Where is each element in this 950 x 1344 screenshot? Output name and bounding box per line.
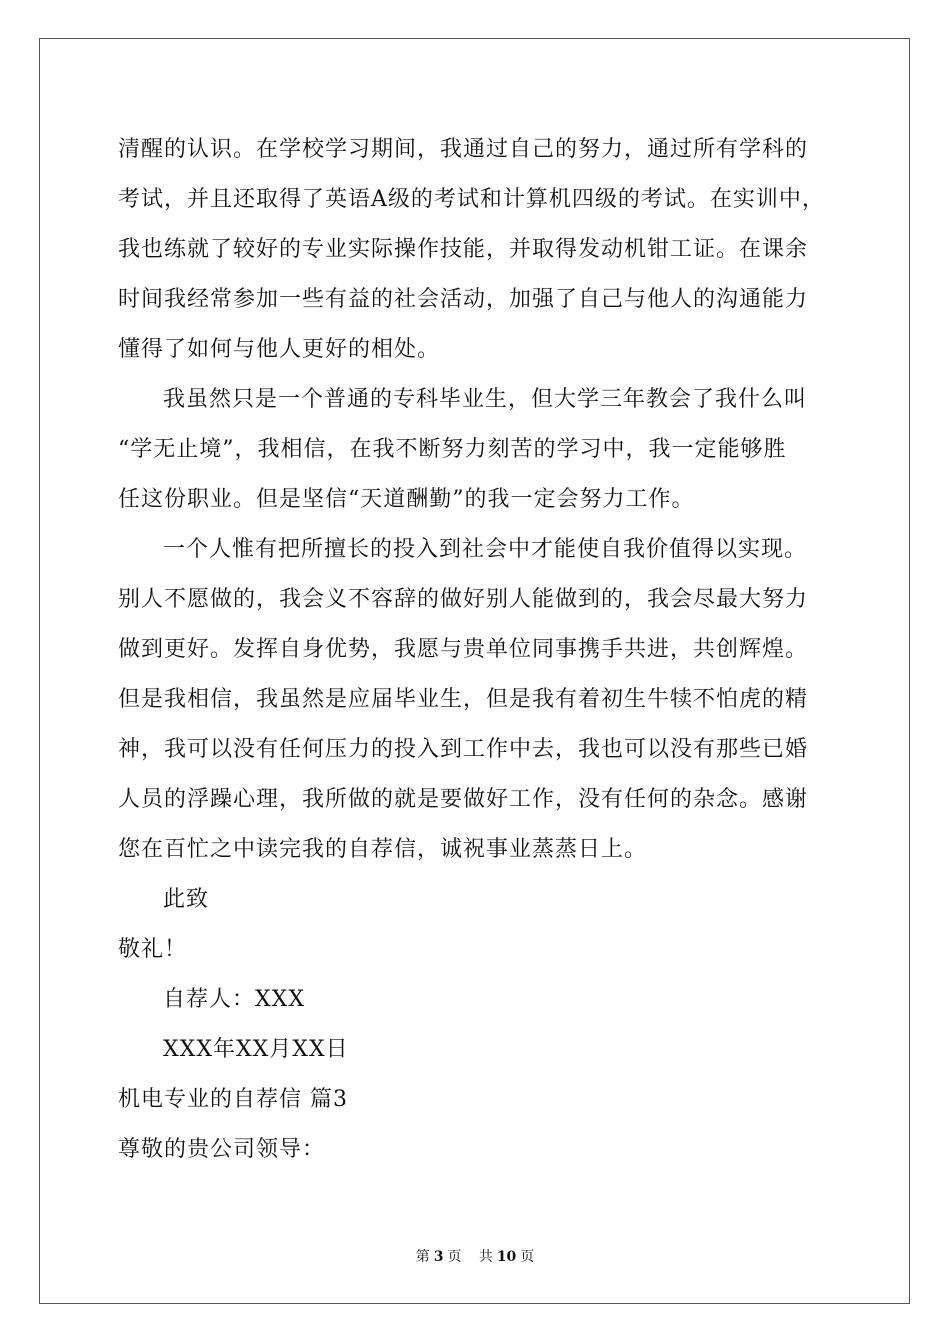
closing-regards: 敬礼！: [118, 937, 188, 962]
page-footer: [0, 1248, 950, 1266]
footer-page-suffix: 页: [447, 1249, 462, 1265]
body-line-2: 考试，并且还取得了英语A级的考试和计算机四级的考试。在实训中，: [118, 187, 825, 212]
body-line-9: 一个人惟有把所擅长的投入到社会中才能使自我价值得以实现。: [163, 537, 808, 562]
section-heading: 机电专业的自荐信 篇3: [118, 1087, 348, 1112]
body-line-10: 别人不愿做的，我会义不容辞的做好别人能做到的，我会尽最大努力: [118, 587, 809, 612]
body-line-13: 神，我可以没有任何压力的投入到工作中去，我也可以没有那些已婚: [118, 737, 809, 762]
closing-salutation: 此致: [163, 887, 210, 912]
footer-total-suffix: 页: [520, 1249, 535, 1265]
greeting-line: 尊敬的贵公司领导：: [118, 1137, 326, 1162]
signature-line: 自荐人：XXX: [163, 987, 305, 1012]
body-line-11: 做到更好。发挥自身优势，我愿与贵单位同事携手共进，共创辉煌。: [118, 637, 809, 662]
body-line-7: “学无止境”，我相信，在我不断努力刻苦的学习中，我一定能够胜: [118, 437, 787, 462]
body-line-4: 时间我经常参加一些有益的社会活动，加强了自己与他人的沟通能力: [118, 287, 809, 312]
footer-total-pages: 10: [496, 1249, 517, 1265]
body-line-6: 我虽然只是一个普通的专科毕业生，但大学三年教会了我什么叫: [163, 387, 808, 412]
body-line-3: 我也练就了较好的专业实际操作技能，并取得发动机钳工证。在课余: [118, 237, 809, 262]
footer-page-number: 3: [433, 1249, 444, 1265]
body-line-14: 人员的浮躁心理，我所做的就是要做好工作，没有任何的杂念。感谢: [118, 787, 809, 812]
footer-total-prefix: 共: [478, 1249, 493, 1265]
footer-prefix: 第: [415, 1249, 430, 1265]
body-line-5: 懂得了如何与他人更好的相处。: [118, 337, 441, 362]
body-line-12: 但是我相信，我虽然是应届毕业生，但是我有着初生牛犊不怕虎的精: [118, 687, 809, 712]
body-line-15: 您在百忙之中读完我的自荐信，诚祝事业蒸蒸日上。: [118, 837, 648, 862]
body-line-8: 任这份职业。但是坚信“天道酬勤”的我一定会努力工作。: [118, 487, 695, 512]
body-line-1: 清醒的认识。在学校学习期间，我通过自己的努力，通过所有学科的: [118, 137, 809, 162]
date-line: XXX年XX月XX日: [163, 1037, 349, 1062]
